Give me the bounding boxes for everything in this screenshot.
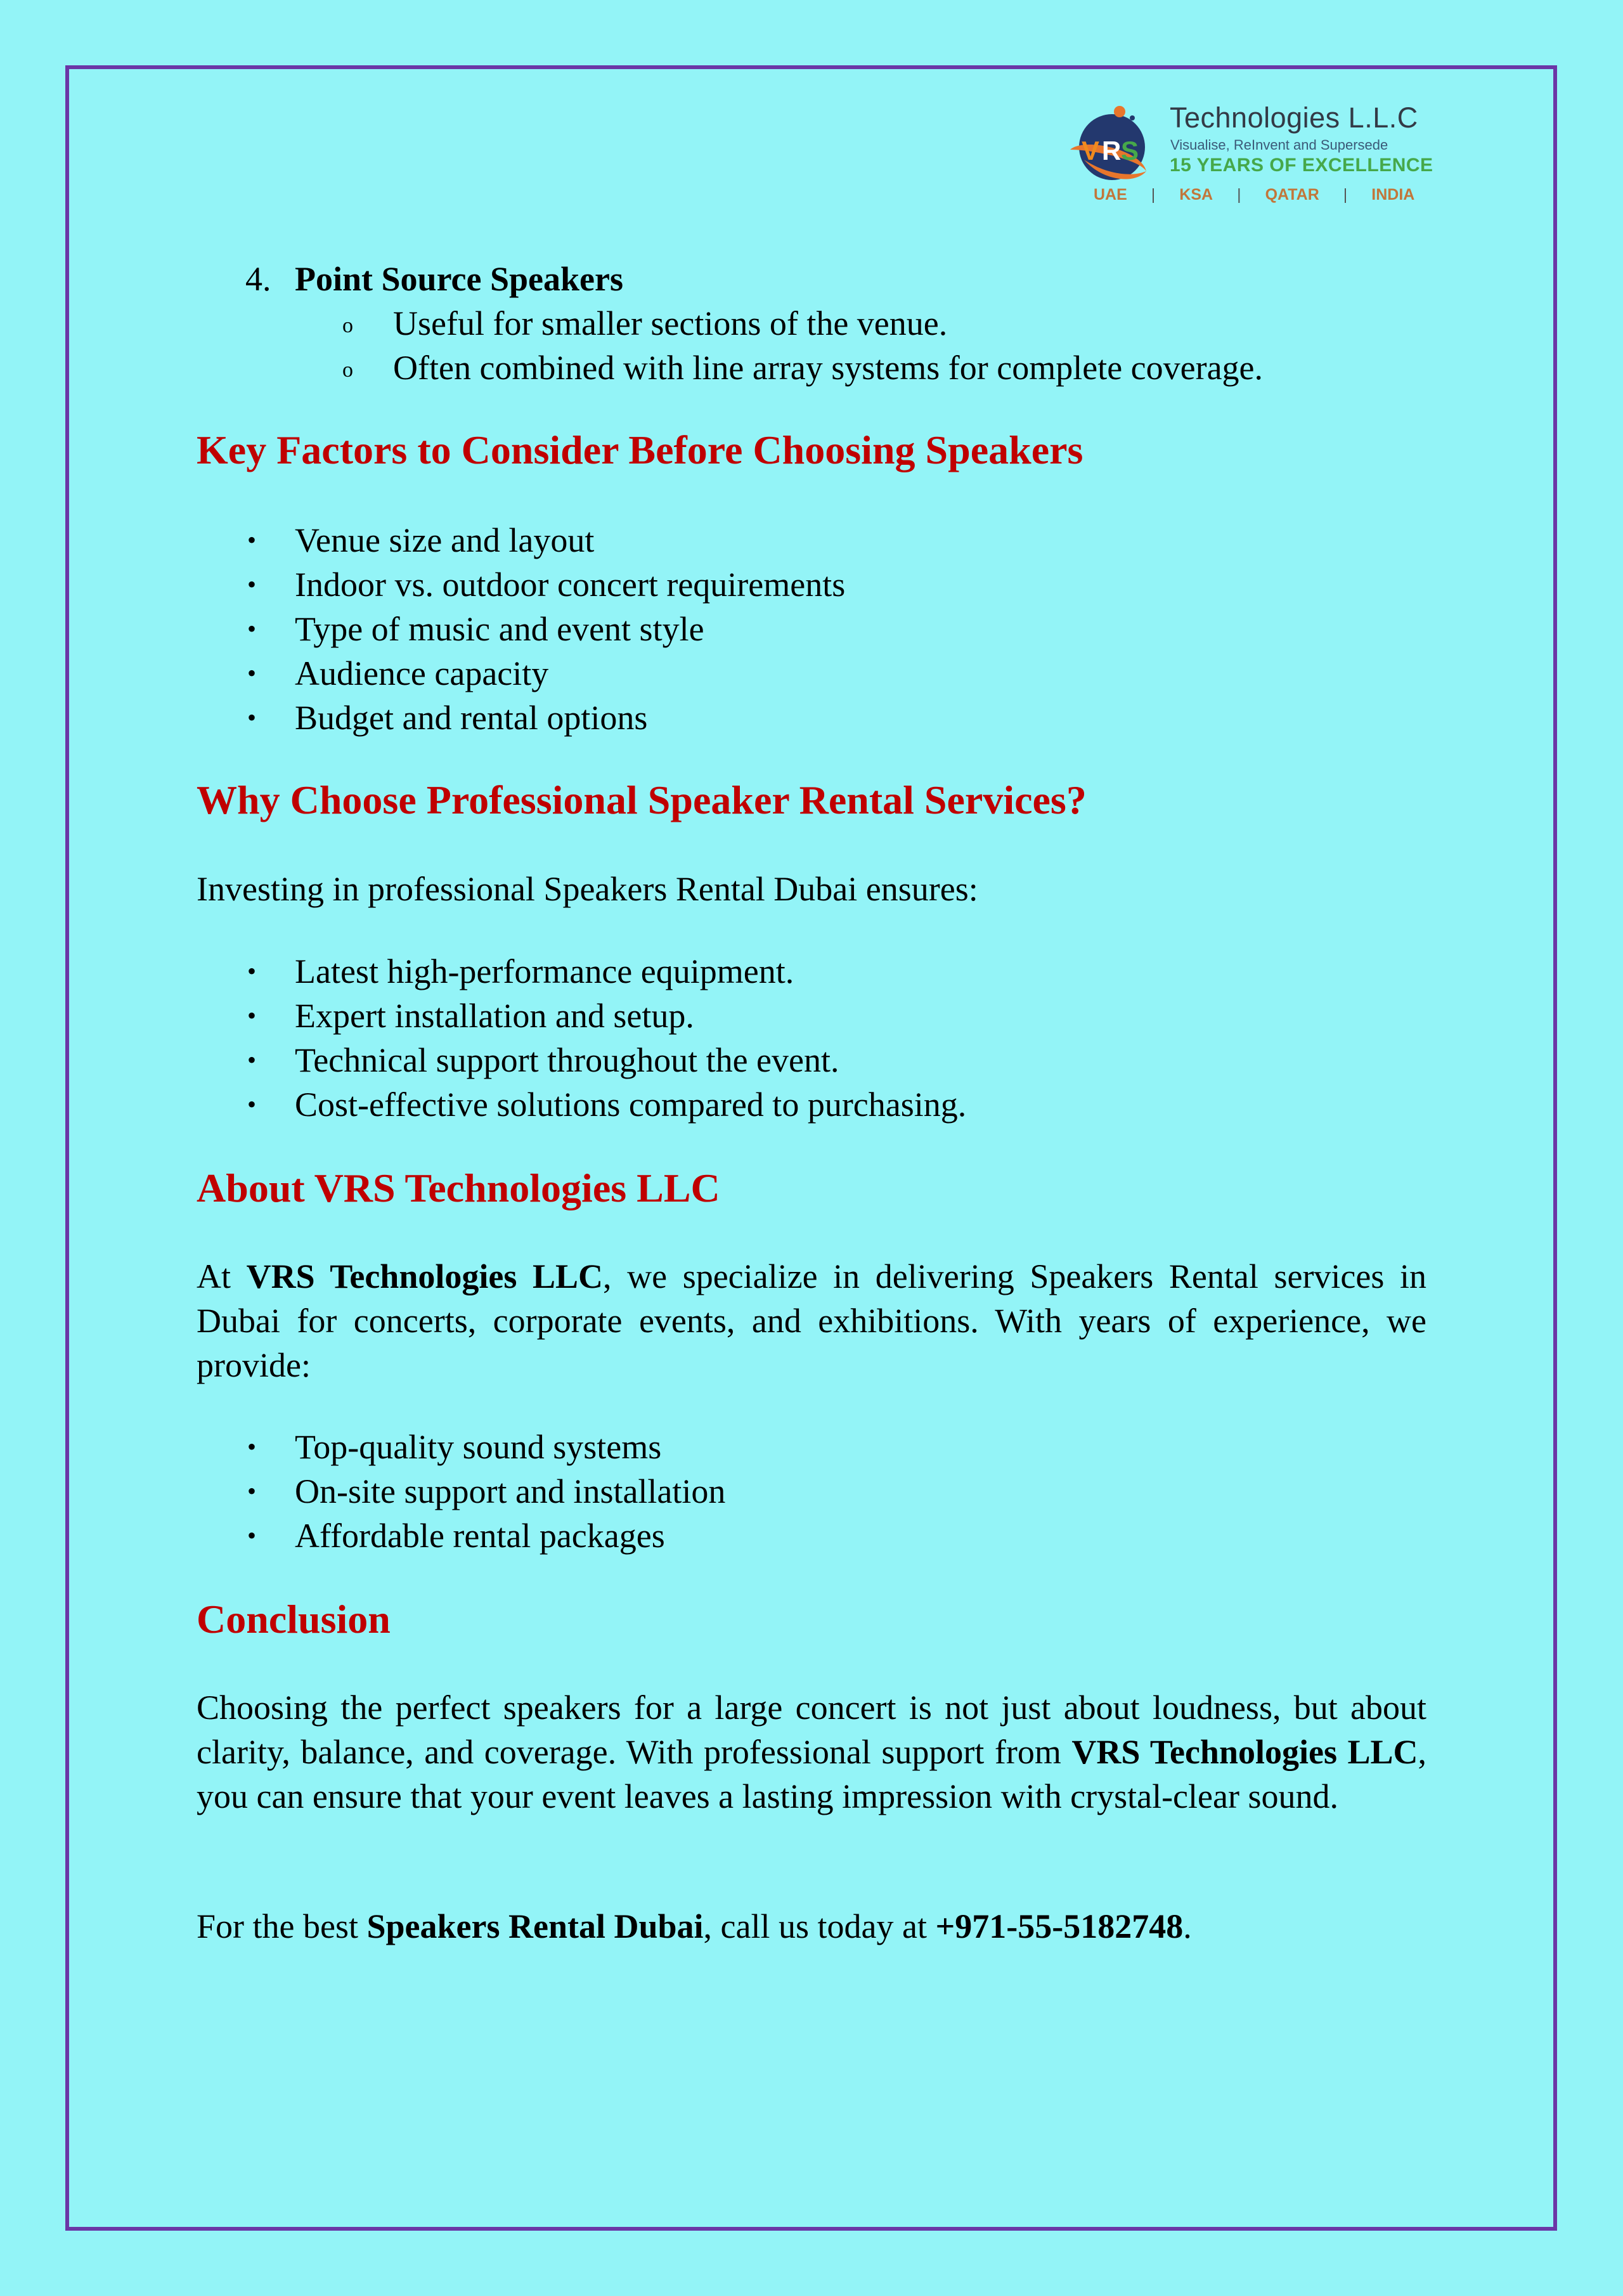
logo-mark-r: R <box>1102 136 1122 165</box>
phone-number[interactable]: +971-55-5182748 <box>935 1907 1184 1945</box>
text-run: , you can ensure that your event leaves a lasting impression with crystal-clear sound. <box>197 1733 1426 1815</box>
text-run: For the best <box>197 1907 367 1945</box>
sub-item-text: Useful for smaller sections of the venue. <box>393 304 948 342</box>
section-heading-why-choose: Why Choose Professional Speaker Rental Services? <box>197 777 1087 822</box>
bullet-icon: • <box>247 570 257 599</box>
globe-logo-icon <box>1065 105 1151 191</box>
list-item-text: Cost-effective solutions compared to purchasing. <box>295 1086 967 1124</box>
list-item-text: Audience capacity <box>295 654 549 692</box>
bullet-icon: • <box>247 1001 257 1030</box>
list-item-text: Expert installation and setup. <box>295 997 694 1035</box>
paragraph: Investing in professional Speakers Rental Dubai ensures: <box>197 870 978 908</box>
region-india: INDIA <box>1371 186 1415 204</box>
service-name-bold: Speakers Rental Dubai <box>366 1907 704 1945</box>
text-run: , we specialize in delivering Speakers Rental services in Dubai for concerts, corporate events, and exhibitions. With years of experience, we provide: <box>197 1257 1427 1384</box>
bullet-icon: • <box>247 703 257 732</box>
list-item-text: Budget and rental options <box>295 699 648 737</box>
region-separator: | <box>1151 186 1156 204</box>
bullet-icon: • <box>247 1090 257 1119</box>
logo-years-badge: 15 YEARS OF EXCELLENCE <box>1170 155 1433 176</box>
logo-company-name: Technologies L.L.C <box>1170 101 1418 134</box>
about-paragraph <box>197 1254 1426 1387</box>
list-item-text: Indoor vs. outdoor concert requirements <box>295 566 846 604</box>
conclusion-paragraph <box>197 1685 1426 1819</box>
list-item-text: Latest high-performance equipment. <box>295 952 794 990</box>
call-to-action <box>197 1904 1192 1949</box>
text-run: . <box>1183 1907 1192 1945</box>
logo-regions <box>1094 186 1414 204</box>
logo-tagline: Visualise, ReInvent and Supersede <box>1170 137 1388 153</box>
region-qatar: QATAR <box>1265 186 1319 204</box>
list-item-text: Venue size and layout <box>295 521 595 559</box>
list-item-text: Technical support throughout the event. <box>295 1041 839 1079</box>
company-logo <box>1057 100 1433 211</box>
bullet-icon: • <box>247 614 257 643</box>
item-title: Point Source Speakers <box>295 260 624 298</box>
list-item-text: Affordable rental packages <box>295 1517 665 1555</box>
list-item-text: Type of music and event style <box>295 610 704 648</box>
section-heading-key-factors: Key Factors to Consider Before Choosing Speakers <box>197 427 1083 472</box>
text-run: Choosing the perfect speakers for a large concert is not just about loudness, but about clarity, balance, and coverage. With professional support from <box>197 1689 1426 1771</box>
bullet-icon: • <box>247 1046 257 1074</box>
list-item-text: Top-quality sound systems <box>295 1428 662 1466</box>
text-run: At <box>197 1257 247 1295</box>
bullet-icon: • <box>247 1432 257 1461</box>
bullet-icon: • <box>247 957 257 985</box>
company-name-bold: VRS Technologies LLC <box>246 1257 603 1295</box>
section-heading-conclusion: Conclusion <box>197 1597 391 1642</box>
company-name-bold: VRS Technologies LLC <box>1071 1733 1418 1771</box>
list-item-text: On-site support and installation <box>295 1472 726 1510</box>
circle-bullet-icon: o <box>342 314 353 337</box>
logo-mark-s: S <box>1121 136 1139 165</box>
sub-item-text: Often combined with line array systems for complete coverage. <box>393 349 1264 387</box>
bullet-icon: • <box>247 1477 257 1505</box>
circle-bullet-icon: o <box>342 358 353 382</box>
logo-mark-v: V <box>1082 136 1100 165</box>
bullet-icon: • <box>247 526 257 554</box>
section-heading-about: About VRS Technologies LLC <box>197 1165 720 1210</box>
region-separator: | <box>1343 186 1348 204</box>
item-number: 4. <box>245 260 271 298</box>
bullet-icon: • <box>247 659 257 687</box>
region-ksa: KSA <box>1179 186 1213 204</box>
region-uae: UAE <box>1094 186 1127 204</box>
bullet-icon: • <box>247 1521 257 1550</box>
text-run: , call us today at <box>703 1907 936 1945</box>
region-separator: | <box>1237 186 1241 204</box>
